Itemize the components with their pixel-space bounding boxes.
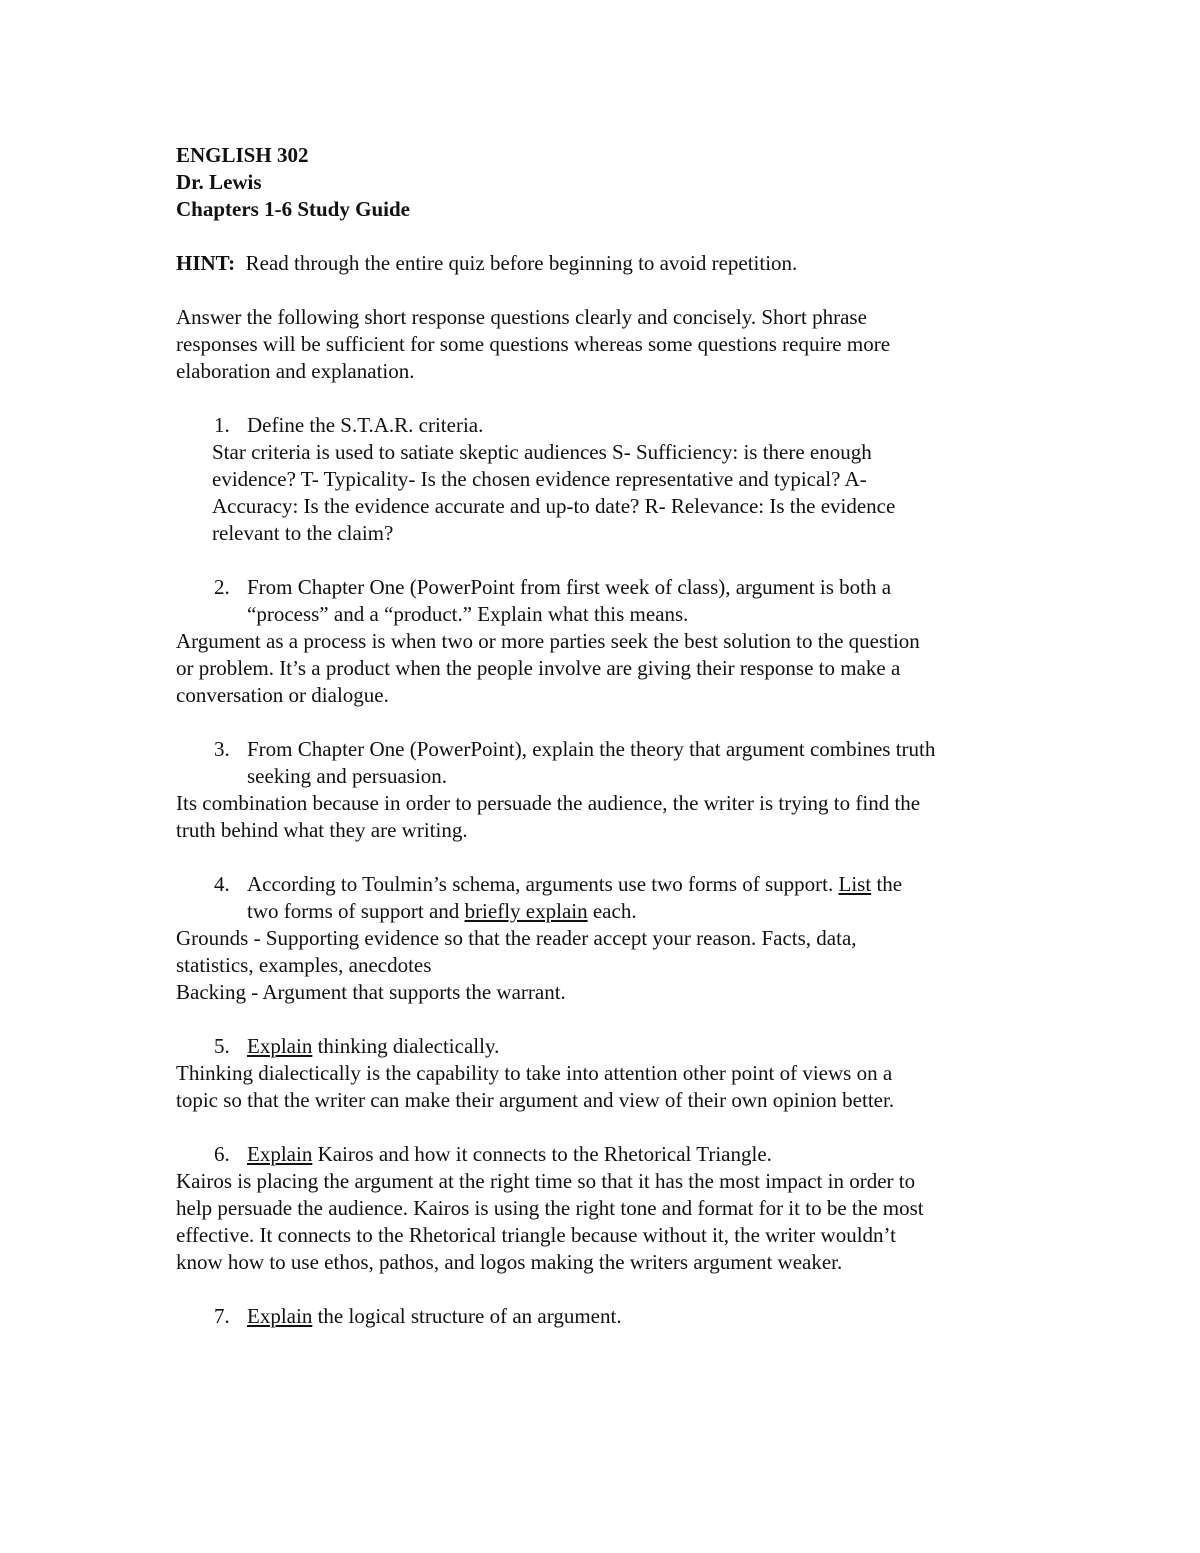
question-text: “process” and a “product.” Explain what this means. <box>247 602 689 626</box>
question-text: Define the S.T.A.R. criteria. <box>247 413 484 437</box>
spacer <box>176 709 1036 736</box>
answer-line: truth behind what they are writing. <box>176 818 468 842</box>
underlined-keyword: Explain <box>247 1304 313 1328</box>
instructions-line: responses will be sufficient for some questions whereas some questions require more <box>176 332 891 356</box>
answer-line: Star criteria is used to satiate skeptic audiences S- Sufficiency: is there enough <box>212 440 872 464</box>
spacer <box>176 1114 1036 1141</box>
questions-list <box>176 412 1036 1330</box>
instructions-line: elaboration and explanation. <box>176 359 415 383</box>
question-text: seeking and persuasion. <box>247 764 448 788</box>
question-prompt <box>176 1033 1036 1060</box>
question-number: 2. <box>214 575 230 599</box>
question-text: From Chapter One (PowerPoint), explain the theory that argument combines truth <box>247 737 936 761</box>
question-prompt-continued <box>176 601 1036 628</box>
underlined-keyword: briefly explain <box>464 899 588 923</box>
question-number: 3. <box>214 737 230 761</box>
underlined-keyword: List <box>838 872 872 896</box>
instructions <box>176 304 1036 385</box>
question-block <box>176 1303 1036 1330</box>
answer-line: statistics, examples, anecdotes <box>176 953 432 977</box>
question-prompt-continued <box>176 898 1036 925</box>
spacer <box>176 547 1036 574</box>
question-number: 6. <box>214 1142 230 1166</box>
question-prompt <box>176 736 1036 763</box>
document-page <box>176 142 1036 1330</box>
question-block <box>176 871 1036 1006</box>
question-prompt <box>176 412 1036 439</box>
question-block <box>176 412 1036 547</box>
underlined-keyword: Explain <box>247 1142 313 1166</box>
spacer <box>176 385 1036 412</box>
question-block <box>176 736 1036 844</box>
instructor-name: Dr. Lewis <box>176 170 262 194</box>
answer-line: Grounds - Supporting evidence so that the reader accept your reason. Facts, data, <box>176 926 857 950</box>
underlined-keyword: Explain <box>247 1034 313 1058</box>
question-text: the logical structure of an argument. <box>312 1304 622 1328</box>
answer-line: Backing - Argument that supports the warrant. <box>176 980 566 1004</box>
spacer <box>176 844 1036 871</box>
question-number: 5. <box>214 1034 230 1058</box>
answer-line: relevant to the claim? <box>212 521 394 545</box>
answer-line: evidence? T- Typicality- Is the chosen evidence representative and typical? A- <box>212 467 867 491</box>
answer-line: Thinking dialectically is the capability to take into attention other point of views on a <box>176 1061 893 1085</box>
question-text: each. <box>587 899 637 923</box>
question-text: the <box>871 872 903 896</box>
question-prompt <box>176 1141 1036 1168</box>
instructions-line: Answer the following short response questions clearly and concisely. Short phrase <box>176 305 867 329</box>
question-number: 1. <box>214 413 230 437</box>
spacer <box>176 1006 1036 1033</box>
question-number: 4. <box>214 872 230 896</box>
guide-title: Chapters 1-6 Study Guide <box>176 197 410 221</box>
hint-line <box>176 250 1036 277</box>
hint-text: Read through the entire quiz before beginning to avoid repetition. <box>245 251 798 275</box>
question-block <box>176 574 1036 709</box>
question-prompt <box>176 1303 1036 1330</box>
question-prompt-continued <box>176 763 1036 790</box>
answer-line: Its combination because in order to persuade the audience, the writer is trying to find the <box>176 791 921 815</box>
answer-line: topic so that the writer can make their argument and view of their own opinion better. <box>176 1088 895 1112</box>
question-text: thinking dialectically. <box>312 1034 500 1058</box>
question-block <box>176 1033 1036 1114</box>
course-title: ENGLISH 302 <box>176 143 309 167</box>
answer-line: conversation or dialogue. <box>176 683 389 707</box>
spacer <box>176 277 1036 304</box>
question-text: According to Toulmin’s schema, arguments use two forms of support. <box>247 872 839 896</box>
spacer <box>176 223 1036 250</box>
answer-line: know how to use ethos, pathos, and logos making the writers argument weaker. <box>176 1250 843 1274</box>
answer-line: Kairos is placing the argument at the right time so that it has the most impact in order to <box>176 1169 916 1193</box>
question-block <box>176 1141 1036 1276</box>
answer-line: effective. It connects to the Rhetorical triangle because without it, the writer wouldn’t <box>176 1223 896 1247</box>
answer-line: or problem. It’s a product when the people involve are giving their response to make a <box>176 656 901 680</box>
question-number: 7. <box>214 1304 230 1328</box>
spacer <box>176 1276 1036 1303</box>
answer-line: Argument as a process is when two or more parties seek the best solution to the question <box>176 629 920 653</box>
answer-line: Accuracy: Is the evidence accurate and up-to date? R- Relevance: Is the evidence <box>212 494 896 518</box>
question-text: two forms of support and <box>247 899 465 923</box>
question-text: Kairos and how it connects to the Rhetorical Triangle. <box>312 1142 772 1166</box>
answer-line: help persuade the audience. Kairos is using the right tone and format for it to be the most <box>176 1196 924 1220</box>
question-text: From Chapter One (PowerPoint from first week of class), argument is both a <box>247 575 892 599</box>
question-prompt <box>176 871 1036 898</box>
hint-label: HINT: <box>176 251 236 275</box>
question-prompt <box>176 574 1036 601</box>
